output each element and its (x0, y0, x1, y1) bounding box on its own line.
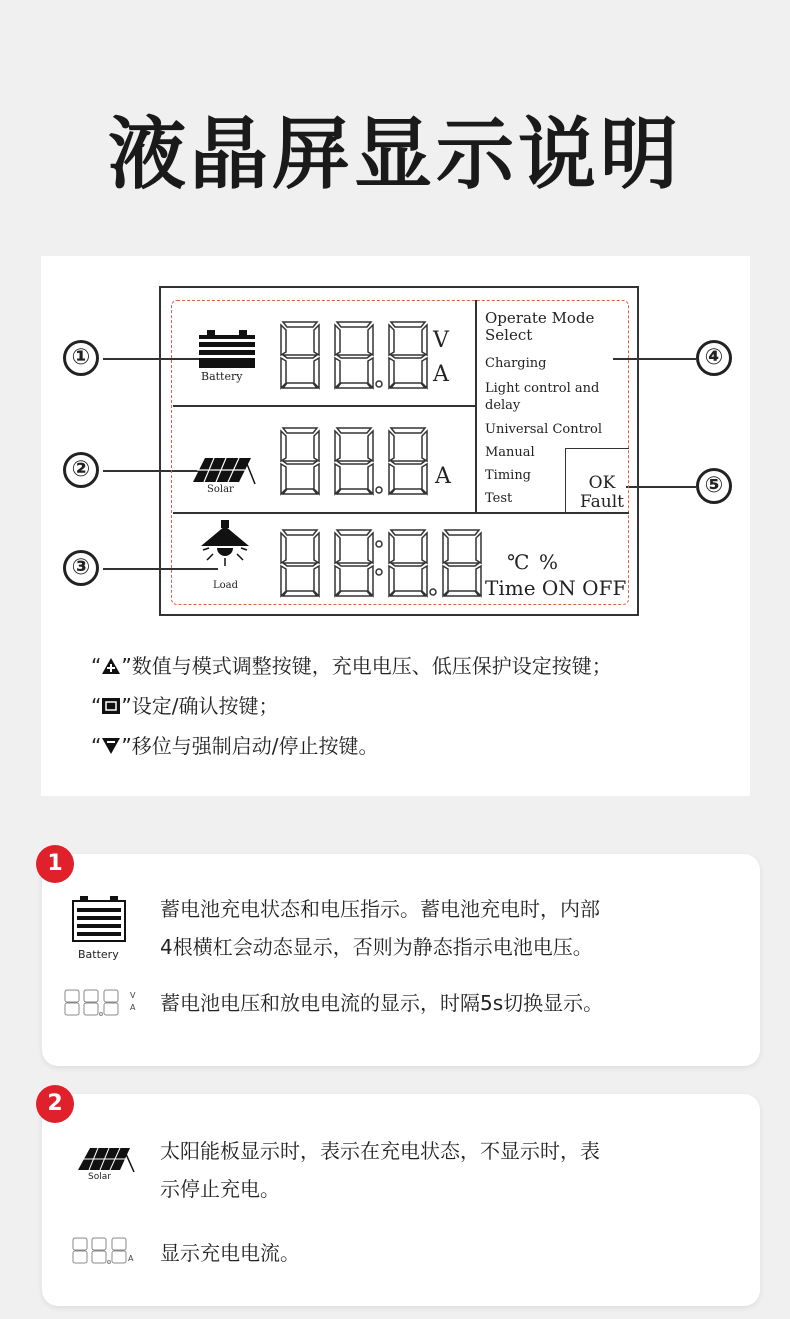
callout-4: ④ (696, 340, 732, 376)
seg-unit-a: A (130, 1003, 136, 1012)
seg-display-row1 (279, 320, 429, 390)
temp-unit: ℃ (507, 550, 530, 574)
battery-label: Battery (201, 370, 243, 383)
solar-panel-icon (191, 456, 257, 486)
card2-desc1: 太阳能板显示时，表示在充电状态，不显示时，表 示停止充电。 (160, 1139, 600, 1201)
card1-desc1: 蓄电池充电状态和电压指示。蓄电池充电时，内部 4根横杠会动态显示，否则为静态指示电池电压。 (160, 897, 600, 959)
callout-2: ② (63, 452, 99, 488)
legend-down-key: “ ”移位与强制启动/停止按键。 (91, 734, 379, 758)
unit-a: A (433, 362, 449, 387)
small-seg-display (64, 988, 130, 1018)
time-label: Time (485, 576, 536, 600)
info-card-battery (42, 854, 760, 1066)
unit-a-solar: A (435, 464, 451, 489)
mode-universal: Universal Control (485, 422, 603, 437)
legend-up-key: “ ”数值与模式调整按键，充电电压、低压保护设定按键； (91, 654, 612, 678)
lcd-diagram-card (41, 256, 750, 796)
card2-desc2: 显示充电电流。 (160, 1241, 300, 1265)
seg-display-row2 (279, 426, 429, 496)
callout-1: ① (63, 340, 99, 376)
badge-2: 2 (36, 1085, 74, 1123)
card-solar-label: Solar (88, 1172, 111, 1182)
card1-desc2: 蓄电池电压和放电电流的显示，时隔5s切换显示。 (160, 991, 604, 1015)
off-label: OFF (582, 576, 627, 600)
solar-label: Solar (207, 484, 234, 495)
page-title: 液晶屏显示说明 (107, 110, 682, 200)
mode-test: Test (485, 491, 513, 506)
seg-unit-a: A (128, 1254, 134, 1263)
callout-5: ⑤ (696, 468, 732, 504)
load-lamp-icon (197, 520, 253, 572)
card-battery-label: Battery (78, 948, 119, 961)
battery-icon (199, 330, 255, 368)
info-card-solar (42, 1094, 760, 1306)
seg-display-row3 (279, 528, 485, 598)
mode-charging: Charging (485, 356, 547, 371)
on-label: ON (541, 576, 576, 600)
lcd-screen (159, 286, 639, 616)
ok-label: OK (588, 473, 616, 493)
mode-light-control: Light control and delay (485, 381, 600, 413)
percent-unit: % (539, 550, 559, 574)
battery-icon (72, 896, 126, 942)
mode-manual: Manual (485, 445, 535, 460)
small-seg-display (72, 1236, 134, 1266)
legend-set-key: “ ”设定/确认按键； (91, 694, 279, 718)
fault-label: Fault (580, 492, 624, 512)
up-plus-key-icon (101, 657, 121, 675)
set-confirm-key-icon (101, 697, 121, 715)
unit-v: V (433, 328, 449, 353)
load-label: Load (213, 580, 239, 591)
mode-timing: Timing (485, 468, 532, 483)
mode-title: Operate Mode Select (485, 309, 595, 344)
solar-panel-icon (76, 1146, 136, 1174)
badge-1: 1 (36, 845, 74, 883)
seg-unit-v: V (130, 991, 136, 1000)
down-shift-key-icon (101, 737, 121, 755)
callout-3: ③ (63, 550, 99, 586)
